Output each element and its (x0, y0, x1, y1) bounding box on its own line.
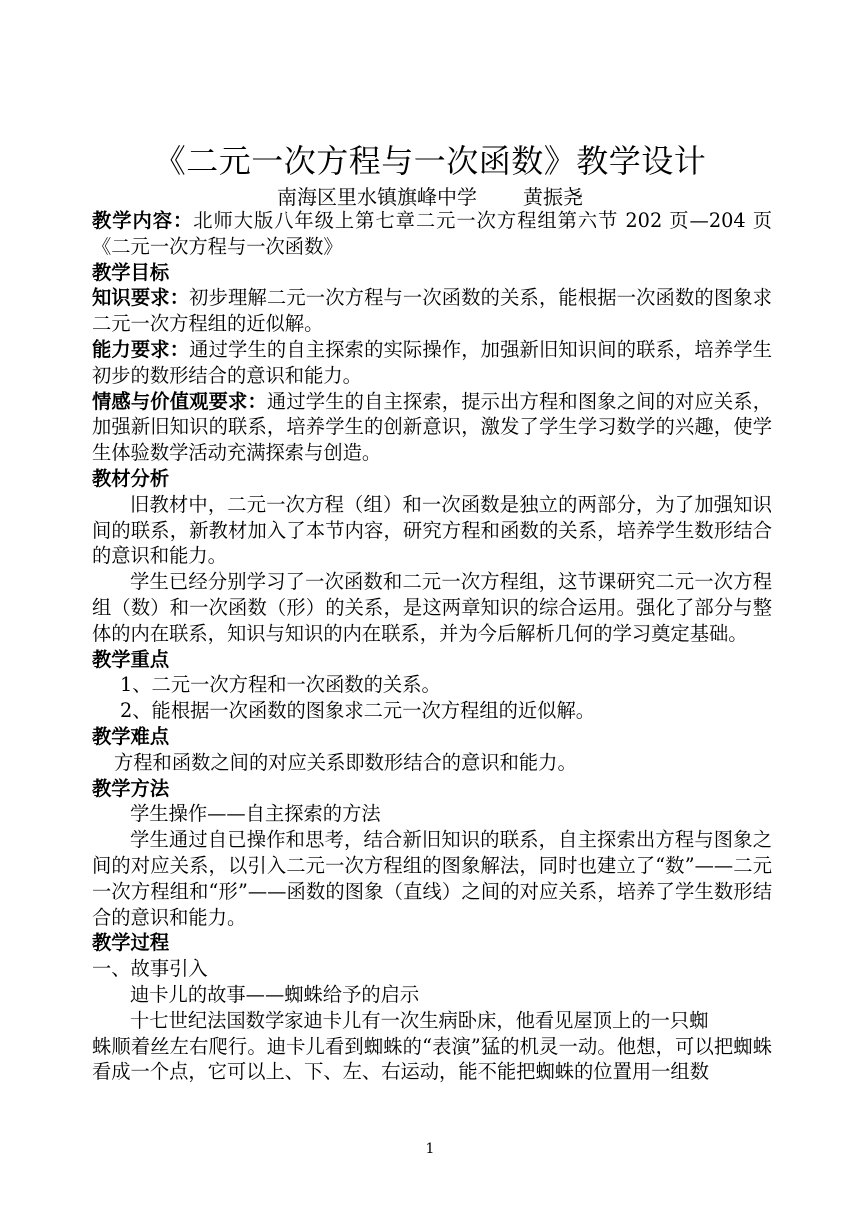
page-number: 1 (425, 1141, 435, 1157)
process-heading: 教学过程 (92, 931, 170, 955)
method-line: 学生操作——自主探索的方法 (130, 802, 381, 826)
key-point-2: 2、能根据一次函数的图象求二元一次方程组的近似解。 (120, 699, 596, 723)
key-point-1: 1、二元一次方程和一次函数的关系。 (120, 673, 441, 697)
method-heading: 教学方法 (92, 776, 170, 800)
method-paragraph: 学生通过自已操作和思考，结合新旧知识的联系，自主探索出方程与图象之间的对应关系，以引入二元一次方程组的图象解法，同时也建立了“数”——二元一次方程组和“形”——函数的图象（直线）之间的对应关系，培养了学生数形结合的意识和能力。 (92, 828, 772, 929)
story-line-1: 十七世纪法国数学家迪卡儿有一次生病卧床，他看见屋顶上的一只蜘 (130, 1008, 709, 1032)
goals-heading: 教学目标 (92, 260, 170, 284)
knowledge-requirement (92, 285, 772, 337)
author-line (0, 184, 860, 210)
knowledge-text: 初步理解二元一次方程与一次函数的关系，能根据一次函数的图象求二元一次方程组的近似解。 (92, 286, 773, 336)
analysis-paragraph-1: 旧教材中，二元一次方程（组）和一次函数是独立的两部分，为了加强知识间的联系，新教材加入了本节内容，研究方程和函数的关系，培养学生数形结合的意识和能力。 (92, 492, 772, 568)
process-section-1: 一、故事引入 (92, 957, 208, 981)
analysis-heading: 教材分析 (92, 466, 170, 490)
difficulty-heading: 教学难点 (92, 724, 170, 748)
author-school: 南海区里水镇旗峰中学 (277, 185, 477, 209)
emotion-text: 通过学生的自主探索，提示出方程和图象之间的对应关系，加强新旧知识的联系，培养学生的创新意识，激发了学生学习数学的兴趣，使学生体验数学活动充满探索与创造。 (92, 389, 773, 465)
story-rest: 蛛顺着丝左右爬行。迪卡儿看到蜘蛛的“表演”猛的机灵一动。他想，可以把蜘蛛看成一个点，它可以上、下、左、右运动，能不能把蜘蛛的位置用一组数 (92, 1034, 772, 1084)
document-body (92, 208, 772, 1085)
author-name: 黄振尧 (523, 185, 583, 209)
analysis-paragraph-2: 学生已经分别学习了一次函数和二元一次方程组，这节课研究二元一次方程组（数）和一次函数（形）的关系，是这两章知识的综合运用。强化了部分与整体的内在联系，知识与知识的内在联系，并为今后解析几何的学习奠定基础。 (92, 570, 772, 645)
emotion-requirement (92, 389, 772, 466)
document-title: 《二元一次方程与一次函数》教学设计 (153, 142, 707, 180)
story-title: 迪卡儿的故事——蜘蛛给予的启示 (130, 982, 420, 1006)
teaching-content (92, 208, 772, 260)
ability-label: 能力要求： (92, 337, 190, 361)
knowledge-label: 知识要求： (92, 286, 190, 310)
ability-text: 通过学生的自主探索的实际操作，加强新旧知识间的联系，培养学生初步的数形结合的意识和能力。 (92, 337, 773, 387)
emotion-label: 情感与价值观要求： (92, 389, 267, 413)
key-points-heading: 教学重点 (92, 647, 170, 671)
teaching-content-label: 教学内容： (92, 209, 194, 232)
difficulty-text: 方程和函数之间的对应关系即数形结合的意识和能力。 (114, 750, 577, 774)
ability-requirement (92, 337, 772, 389)
teaching-content-text: 北师大版八年级上第七章二元一次方程组第六节 202 页—204 页《二元一次方程与一次函数》 (92, 209, 772, 258)
